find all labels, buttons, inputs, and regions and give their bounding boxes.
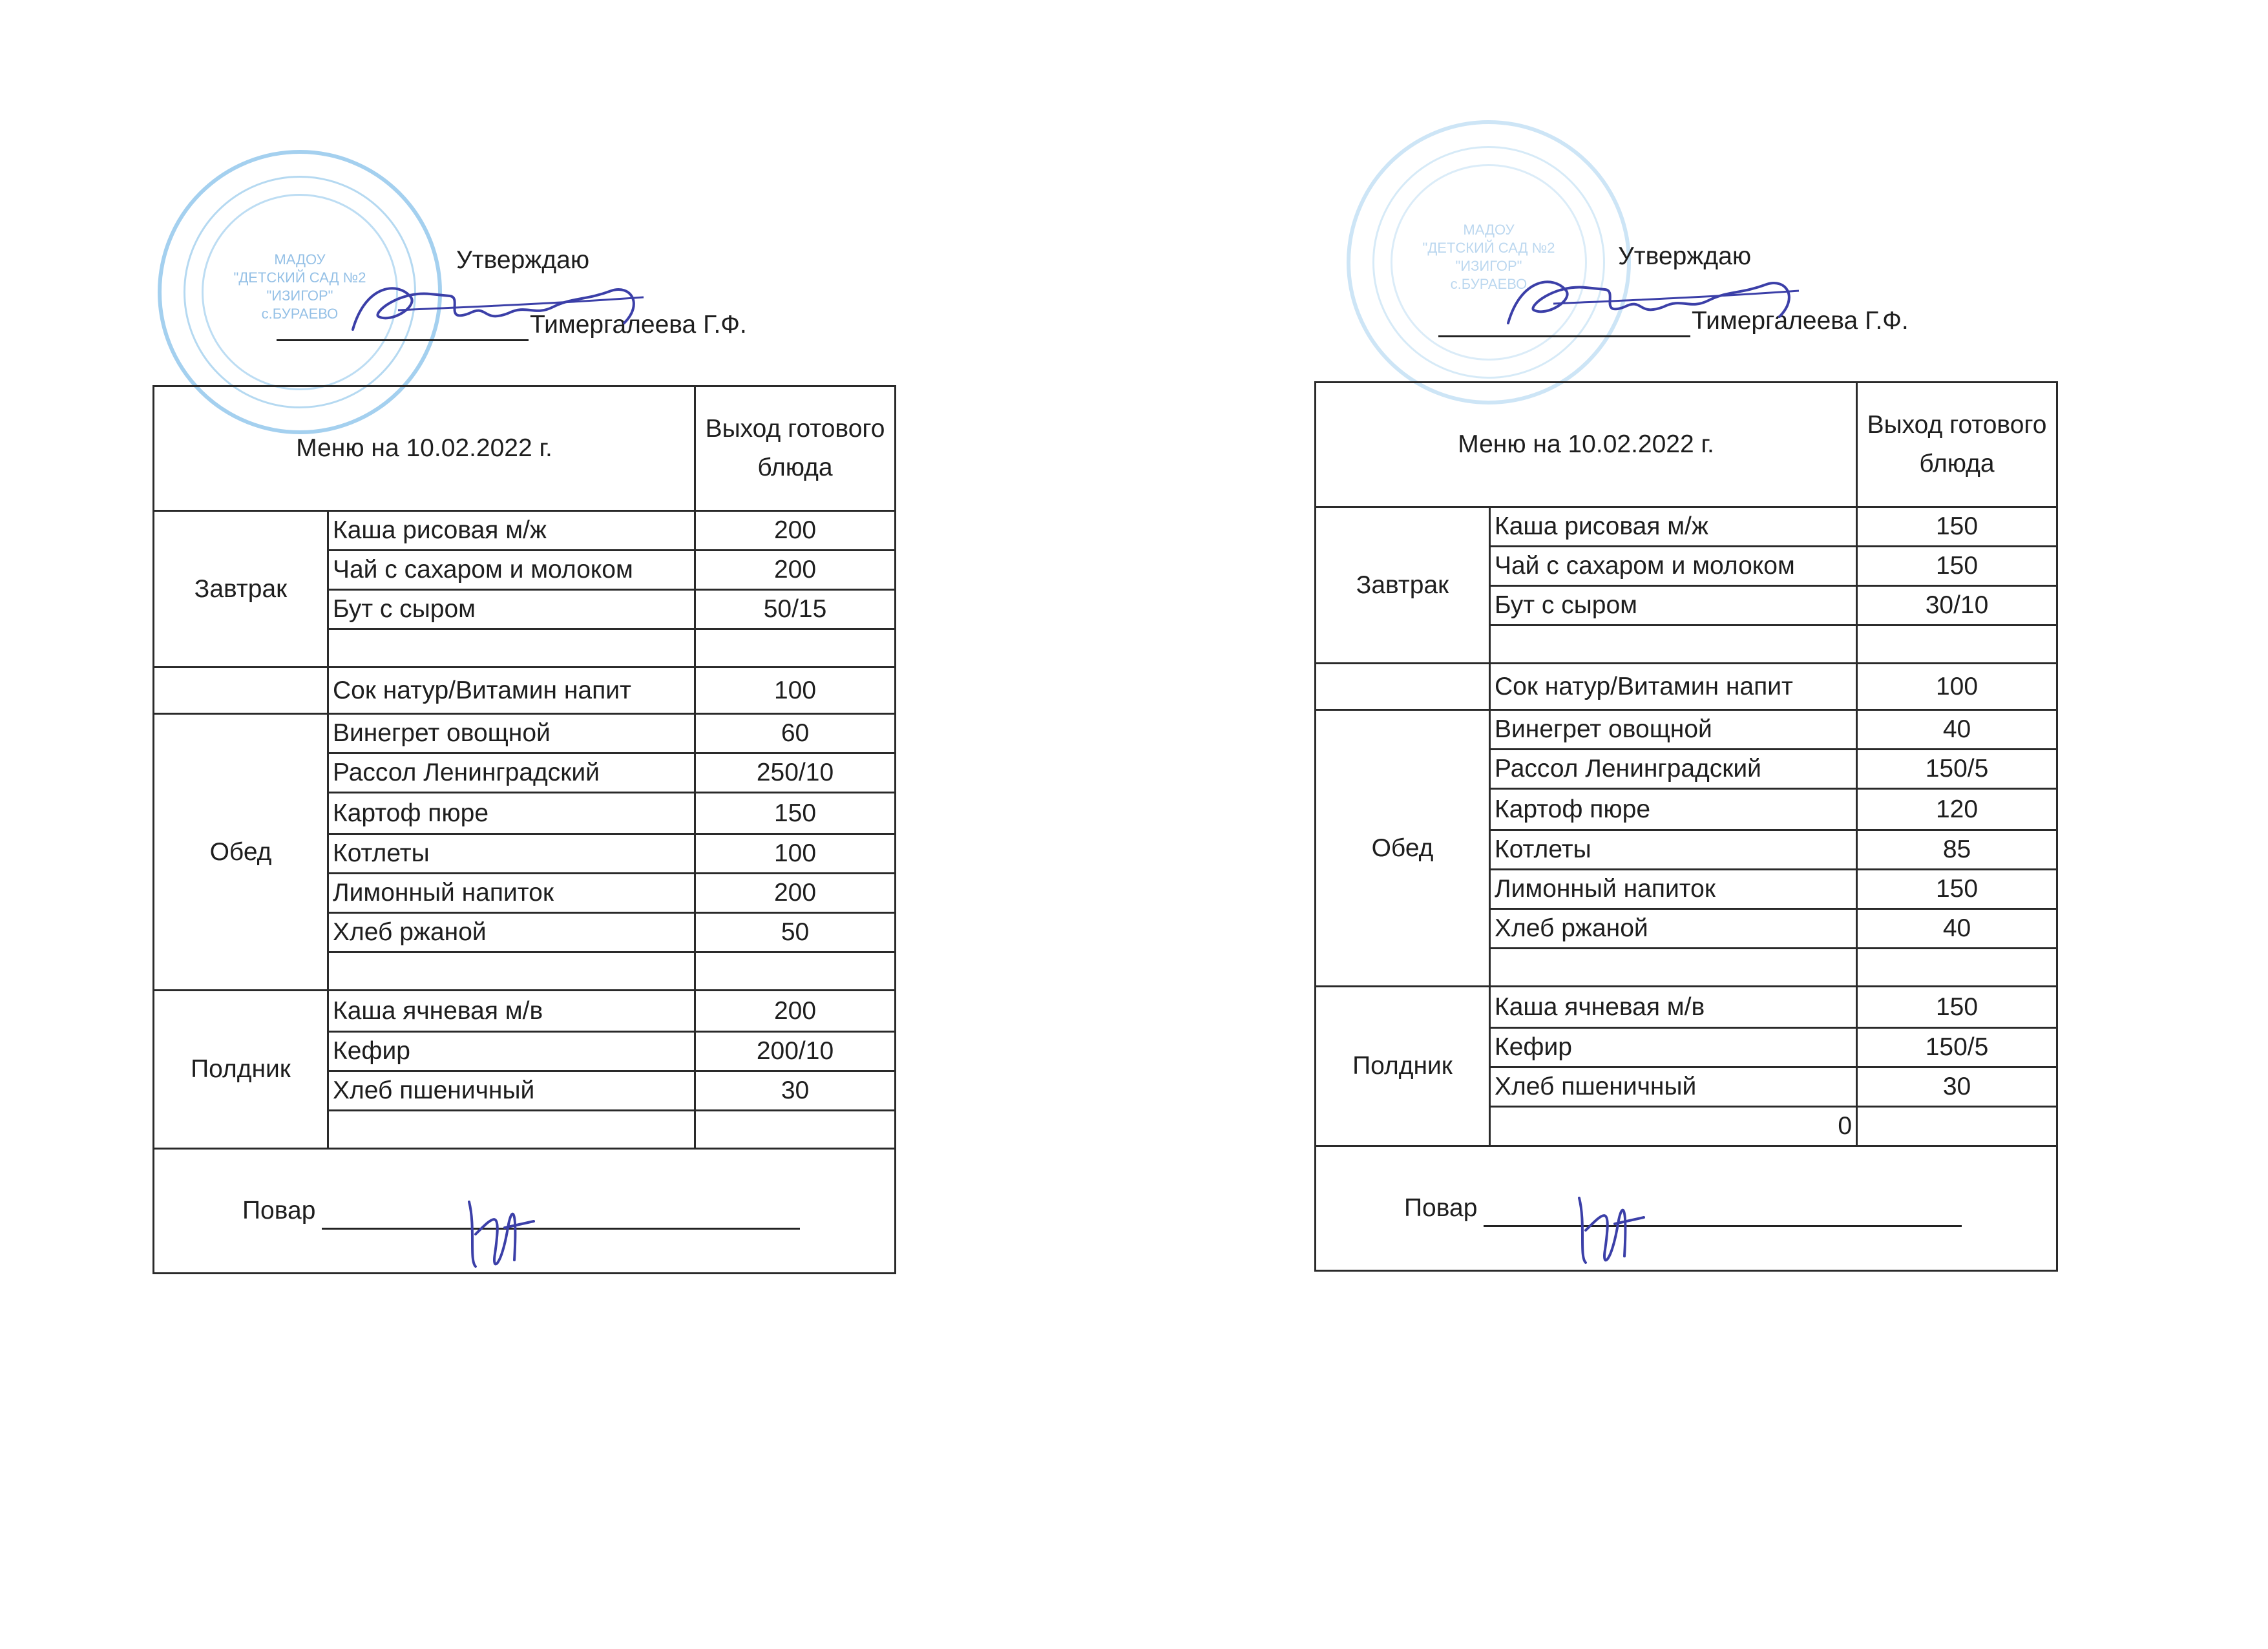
dish-name: Кефир <box>328 1032 695 1071</box>
dish-qty: 150 <box>1857 507 2057 547</box>
extra-dish <box>328 1111 695 1149</box>
table-row <box>1316 710 2057 750</box>
dish-qty: 250/10 <box>695 753 896 793</box>
dish-name: Винегрет овощной <box>1490 710 1857 750</box>
extra-dish: 0 <box>1490 1107 1857 1146</box>
cook-signature-line <box>1320 1190 2052 1227</box>
meal-breakfast: Завтрак <box>1316 507 1490 664</box>
dish-qty: 150 <box>1857 870 2057 909</box>
meal-afternoon: Полдник <box>1316 987 1490 1146</box>
dish-name: Рассол Ленинградский <box>1490 750 1857 789</box>
stamp-center-text: МАДОУ "ДЕТСКИЙ САД №2 "ИЗИГОР" с.БУРАЕВО <box>1422 222 1555 292</box>
dish-name: Сок натур/Витамин напит <box>1490 664 1857 710</box>
meal-breakfast: Завтрак <box>154 511 328 667</box>
menu-table <box>152 385 896 1274</box>
cook-signature-blank <box>1484 1201 1962 1227</box>
output-header: Выход готового блюда <box>695 386 896 511</box>
dish-name: Картоф пюре <box>1490 789 1857 830</box>
director-signature <box>340 278 676 342</box>
approve-label: Утверждаю <box>456 246 590 274</box>
table-row <box>1316 987 2057 1028</box>
meal-empty <box>154 667 328 714</box>
dish-qty: 150 <box>695 793 896 834</box>
dish-name: Бут с сыром <box>1490 586 1857 625</box>
dish-name: Котлеты <box>328 834 695 874</box>
menu-sheet-right <box>1314 0 2064 1551</box>
cook-cell <box>1316 1146 2057 1271</box>
cook-signature <box>1566 1185 1657 1276</box>
dish-qty: 50/15 <box>695 590 896 629</box>
dish-name: Каша ячневая м/в <box>1490 987 1857 1028</box>
table-row <box>154 714 896 753</box>
approver-name: Тимергалеева Г.Ф. <box>1692 307 1909 335</box>
output-header: Выход готового блюда <box>1857 383 2057 507</box>
extra-qty <box>695 1111 896 1149</box>
extra-qty <box>1857 1107 2057 1146</box>
cook-row <box>1316 1146 2057 1271</box>
dish-qty: 85 <box>1857 830 2057 870</box>
dish-qty: 200 <box>695 991 896 1032</box>
dish-name: Лимонный напиток <box>1490 870 1857 909</box>
dish-name: Рассол Ленинградский <box>328 753 695 793</box>
meal-lunch: Обед <box>1316 710 1490 987</box>
table-row <box>154 511 896 551</box>
approve-label: Утверждаю <box>1618 242 1752 270</box>
dish-qty: 100 <box>695 667 896 714</box>
dish-name: Бут с сыром <box>328 590 695 629</box>
dish-qty: 150 <box>1857 987 2057 1028</box>
dish-name: Хлеб пшеничный <box>328 1071 695 1111</box>
official-stamp <box>1347 120 1631 404</box>
dish-name: Хлеб ржаной <box>1490 909 1857 949</box>
table-row <box>154 667 896 714</box>
meal-afternoon: Полдник <box>154 991 328 1149</box>
dish-name: Кефир <box>1490 1028 1857 1067</box>
dish-name: Хлеб ржаной <box>328 913 695 952</box>
dish-qty: 60 <box>695 714 896 753</box>
dish-qty: 40 <box>1857 909 2057 949</box>
menu-title: Меню на 10.02.2022 г. <box>1316 383 1857 507</box>
header-row <box>1316 383 2057 507</box>
dish-qty: 200 <box>695 511 896 551</box>
dish-name: Хлеб пшеничный <box>1490 1067 1857 1107</box>
dish-qty: 40 <box>1857 710 2057 750</box>
cook-label: Повар <box>242 1197 316 1224</box>
cook-signature-blank <box>322 1203 800 1230</box>
dish-qty: 100 <box>695 834 896 874</box>
dish-qty: 30 <box>1857 1067 2057 1107</box>
cook-label: Повар <box>1404 1194 1478 1222</box>
table-row <box>1316 507 2057 547</box>
dish-qty: 200 <box>695 551 896 590</box>
dish-qty: 100 <box>1857 664 2057 710</box>
director-signature <box>1495 271 1831 336</box>
dish-qty: 50 <box>695 913 896 952</box>
meal-empty <box>1316 664 1490 710</box>
menu-sheet-left <box>152 0 902 1551</box>
dish-qty: 30/10 <box>1857 586 2057 625</box>
dish-name: Картоф пюре <box>328 793 695 834</box>
dish-name: Каша рисовая м/ж <box>1490 507 1857 547</box>
approver-name: Тимергалеева Г.Ф. <box>530 311 747 339</box>
header-row <box>154 386 896 511</box>
table-row <box>154 991 896 1032</box>
dish-name: Котлеты <box>1490 830 1857 870</box>
dish-name: Лимонный напиток <box>328 874 695 913</box>
dish-qty: 200 <box>695 874 896 913</box>
menu-title: Меню на 10.02.2022 г. <box>154 386 695 511</box>
meal-lunch: Обед <box>154 714 328 991</box>
dish-qty: 150/5 <box>1857 1028 2057 1067</box>
dish-name: Каша ячневая м/в <box>328 991 695 1032</box>
dish-name: Винегрет овощной <box>328 714 695 753</box>
dish-name: Каша рисовая м/ж <box>328 511 695 551</box>
dish-qty: 150 <box>1857 547 2057 586</box>
dish-qty: 200/10 <box>695 1032 896 1071</box>
menu-table <box>1314 381 2058 1272</box>
dish-qty: 30 <box>695 1071 896 1111</box>
dish-qty: 150/5 <box>1857 750 2057 789</box>
dish-qty: 120 <box>1857 789 2057 830</box>
table-row <box>1316 664 2057 710</box>
stamp-center-text: МАДОУ "ДЕТСКИЙ САД №2 "ИЗИГОР" с.БУРАЕВО <box>233 251 366 322</box>
dish-name: Сок натур/Витамин напит <box>328 667 695 714</box>
dish-name: Чай с сахаром и молоком <box>1490 547 1857 586</box>
dish-name: Чай с сахаром и молоком <box>328 551 695 590</box>
cook-signature <box>456 1189 547 1279</box>
